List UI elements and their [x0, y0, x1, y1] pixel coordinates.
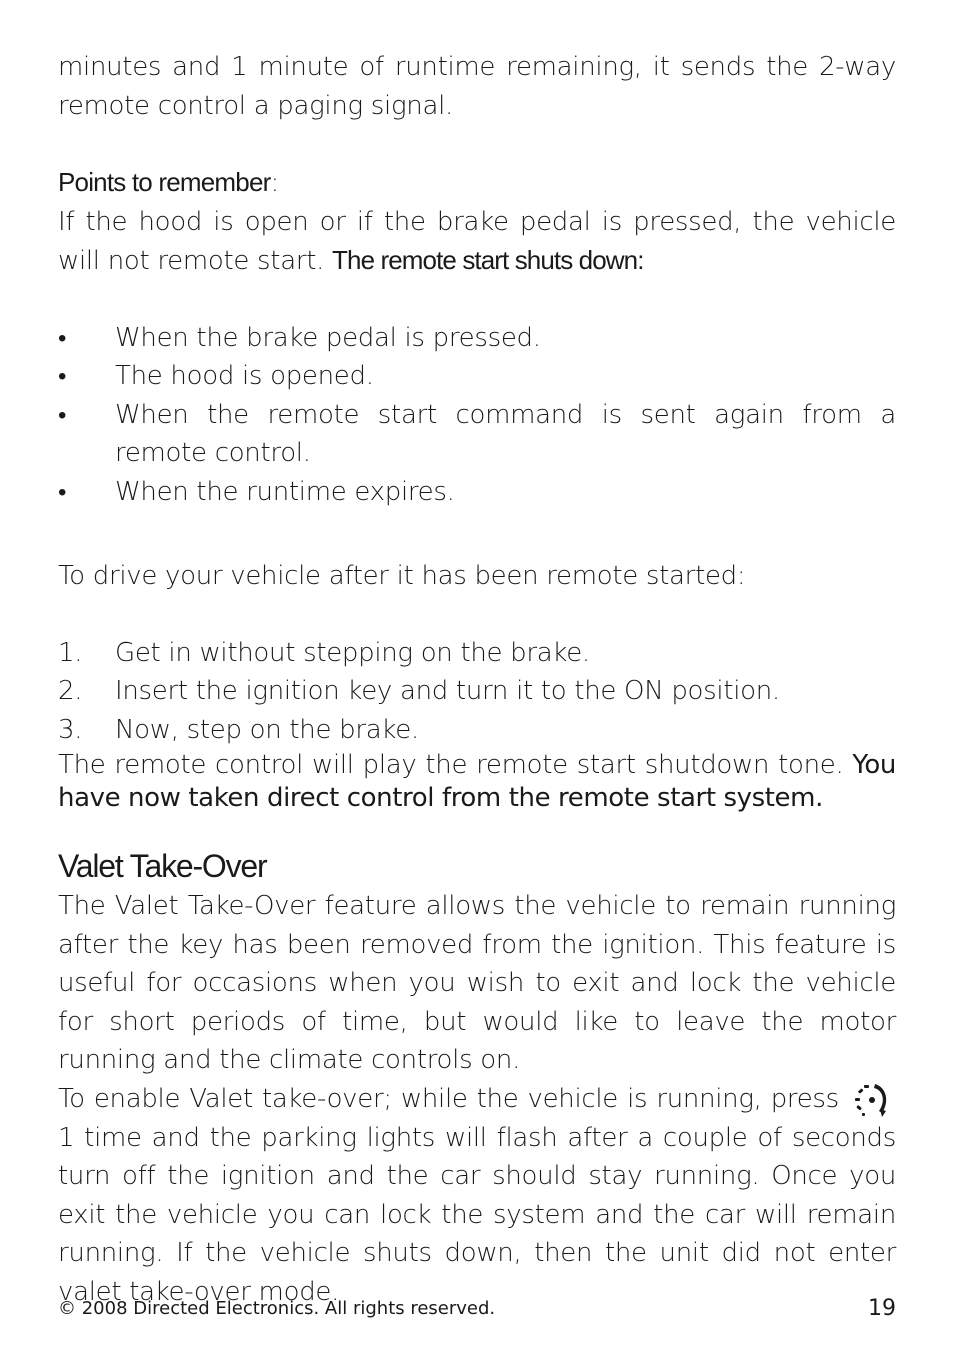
list-item — [58, 357, 896, 396]
list-item — [58, 672, 896, 711]
step-text: Get in without stepping on the brake. — [115, 637, 590, 668]
valet-paragraph: The Valet Take-Over feature allows the vehicle to remain running after the key has been removed from the ignition. This feature is useful for occasions when you wish to exit and lock the vehicle for short periods of time, but would like to leave the motor running and the climate controls on. — [58, 891, 896, 1075]
bullet-marker: • — [58, 323, 67, 352]
remote-start-button-icon — [850, 1081, 894, 1119]
valet-enable-lead: To enable Valet take-over; while the vehicle is running, press — [58, 1083, 839, 1114]
bullet-marker: • — [58, 400, 67, 429]
list-item-text: When the brake pedal is pressed. — [115, 322, 541, 353]
copyright-notice: © 2008 Directed Electronics. All rights reserved. — [58, 1298, 496, 1319]
manual-page — [58, 48, 896, 1311]
list-item — [58, 634, 896, 673]
valet-enable-paragraph — [58, 1080, 896, 1312]
points-label: Points to remember — [58, 167, 271, 197]
list-item-text: When the remote start command is sent again from a remote control. — [115, 399, 896, 468]
list-item — [58, 711, 896, 750]
list-item — [58, 319, 896, 358]
step-text: Now, step on the brake. — [115, 714, 419, 745]
step-number: 1. — [58, 637, 83, 668]
spacer — [58, 815, 896, 845]
step-number: 2. — [58, 676, 83, 706]
bullet-marker: • — [58, 477, 67, 506]
shutdown-lead: The remote start shuts down: — [332, 245, 644, 275]
list-item-text: When the runtime expires. — [115, 476, 455, 507]
direct-control-emphasis: You have now taken direct control from the remote start system. — [58, 750, 896, 813]
points-colon: : — [270, 168, 279, 198]
step-text: Insert the ignition key and turn it to the ON position. — [115, 676, 780, 706]
spacer — [58, 511, 896, 557]
points-heading-line — [58, 163, 896, 203]
valet-heading: Valet Take-Over — [58, 848, 267, 884]
step-number: 3. — [58, 714, 83, 745]
list-item — [58, 473, 896, 512]
bullet-marker: • — [58, 362, 67, 390]
valet-enable-rest: 1 time and the parking lights will flash after a couple of seconds turn off the ignition and the car should stay running. Once you exit the vehicle you can lock the system and the car will remain running. If the vehicle shuts down, then the unit did not enter valet take-over mode. — [58, 1122, 896, 1307]
shutdown-tone-paragraph — [58, 749, 896, 815]
list-item — [58, 396, 896, 473]
points-body: If the hood is open or if the brake pedal is pressed, the vehicle will not remote start. — [58, 206, 896, 276]
tone-text: The remote control will play the remote start shutdown tone. — [58, 750, 844, 780]
list-item-text: The hood is opened. — [115, 361, 374, 391]
spacer — [58, 281, 896, 319]
drive-steps-list — [58, 634, 896, 750]
page-number: 19 — [868, 1296, 896, 1321]
page-footer — [58, 1294, 896, 1324]
shutdown-conditions-list — [58, 319, 896, 512]
spacer — [58, 125, 896, 163]
spacer — [58, 596, 896, 634]
intro-paragraph: minutes and 1 minute of runtime remaining, it sends the 2-way remote control a paging signal. — [58, 52, 896, 121]
drive-lead: To drive your vehicle after it has been remote started: — [58, 561, 746, 591]
points-paragraph — [58, 203, 896, 281]
